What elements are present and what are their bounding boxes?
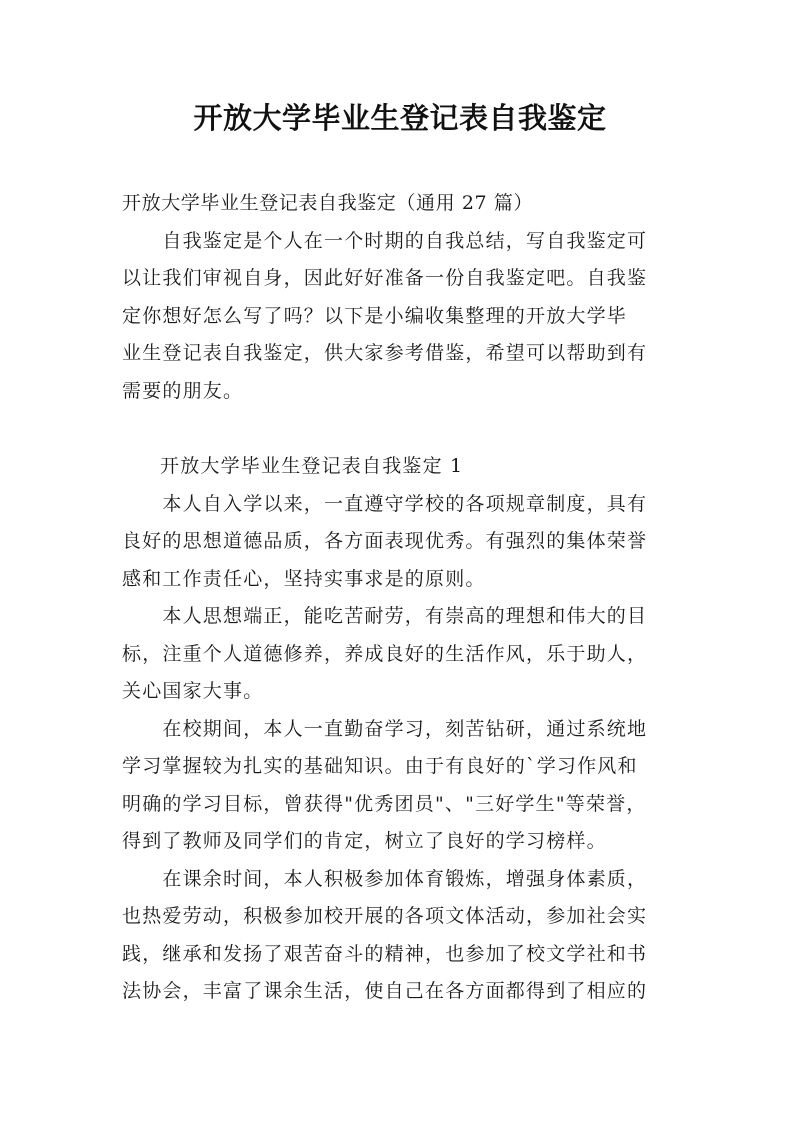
paragraph-line: 践，继承和发扬了艰苦奋斗的精神，也参加了校文学社和书 [122,942,648,965]
document-body [122,185,688,1011]
paragraph-spacer [122,410,688,448]
paragraph-line: 法协会，丰富了课余生活，使自己在各方面都得到了相应的 [122,980,648,1002]
paragraph-line: 明确的学习目标，曾获得"优秀团员"、"三好学生"等荣誉， [122,792,647,815]
paragraph-line: 关心国家大事。 [122,680,264,702]
paragraph-line: 定你想好怎么写了吗？以下是小编收集整理的开放大学毕 [122,304,628,327]
section-heading: 开放大学毕业生登记表自我鉴定 1 [160,455,464,477]
paragraph-line: 良好的思想道德品质，各方面表现优秀。有强烈的集体荣誉 [122,530,648,552]
paragraph-line: 在课余时间，本人积极参加体育锻炼，增强身体素质， [122,867,648,890]
paragraph-line: 感和工作责任心，坚持实事求是的原则。 [122,567,486,590]
paragraph-line: 以让我们审视自身，因此好好准备一份自我鉴定吧。自我鉴 [122,267,648,289]
paragraph-line: 在校期间，本人一直勤奋学习，刻苦钻研，通过系统地 [122,717,648,740]
paragraph-line: 学习掌握较为扎实的基础知识。由于有良好的`学习作风和 [122,755,638,777]
paragraph-line: 也热爱劳动，积极参加校开展的各项文体活动，参加社会实 [122,905,648,927]
paragraph-line: 标，注重个人道德修养，养成良好的生活作风，乐于助人， [122,642,648,665]
paragraph-line: 自我鉴定是个人在一个时期的自我总结，写自我鉴定可 [122,229,648,252]
paragraph-line: 本人思想端正，能吃苦耐劳，有崇高的理想和伟大的目 [122,605,648,627]
paragraph-line: 本人自入学以来，一直遵守学校的各项规章制度，具有 [122,492,648,515]
paragraph-line: 需要的朋友。 [122,379,244,402]
document-subtitle: 开放大学毕业生登记表自我鉴定（通用 27 篇） [122,192,534,214]
document-title: 开放大学毕业生登记表自我鉴定 [193,101,607,135]
paragraph-line: 得到了教师及同学们的肯定，树立了良好的学习榜样。 [122,830,607,852]
paragraph-line: 业生登记表自我鉴定，供大家参考借鉴，希望可以帮助到有 [122,342,648,364]
